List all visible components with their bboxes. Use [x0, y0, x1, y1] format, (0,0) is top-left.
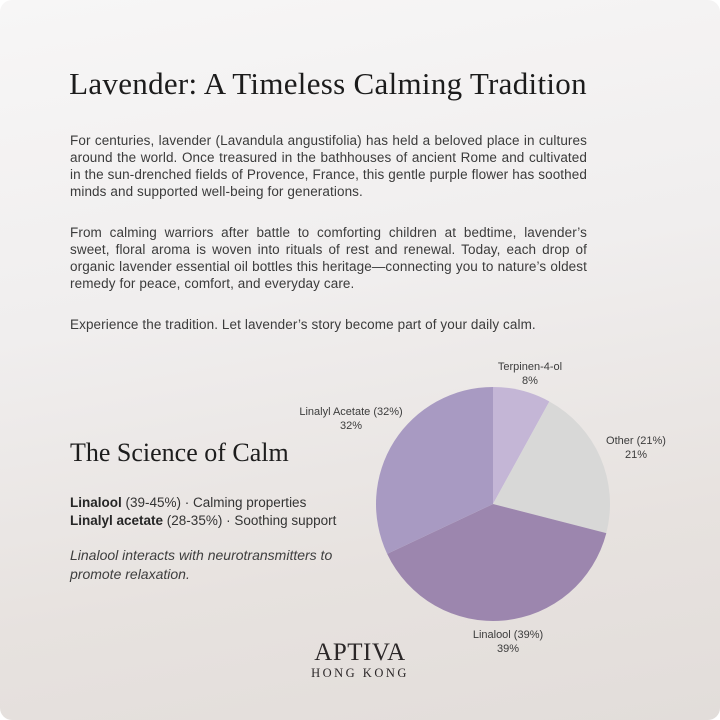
pie-label-terpinen-4-ol [440, 361, 620, 388]
brand-name: APTIVA [314, 639, 406, 666]
pie-label-linalyl-acetate-value: 32% [339, 419, 363, 432]
intro-paragraph-1: For centuries, lavender (Lavandula angustifolia) has held a beloved place in cultures around the world. Once treasured in the bathhouses of ancient Rome and cultivated in the sun-drenched fields of Provence, France, this gentle purple flower has soothed minds and supported well-being for generations. [70, 133, 587, 199]
fact-linalool-name: Linalool [70, 495, 122, 510]
pie-label-linalyl-acetate-name: Linalyl Acetate (32%) [299, 406, 403, 418]
science-facts [70, 494, 390, 529]
science-note: Linalool interacts with neurotransmitters to promote relaxation. [70, 547, 333, 582]
fact-linalool-detail: (39-45%) · Calming properties [121, 495, 307, 510]
fact-linalool [70, 494, 390, 512]
science-heading: The Science of Calm [70, 438, 289, 467]
intro-paragraph-3: Experience the tradition. Let lavender’s story become part of your daily calm. [70, 317, 536, 332]
pie-label-linalool-value: 39% [496, 642, 520, 655]
pie-label-other-name: Other (21%) [606, 435, 666, 447]
pie-label-linalool-name: Linalool (39%) [472, 629, 544, 641]
fact-linalyl-acetate [70, 512, 390, 530]
science-section [70, 440, 390, 584]
pie-label-other-value: 21% [624, 448, 648, 461]
page-title: Lavender: A Timeless Calming Tradition [69, 66, 587, 101]
pie-label-terpinen-4-ol-value: 8% [522, 374, 538, 387]
pie-label-terpinen-4-ol-name: Terpinen-4-ol [497, 361, 563, 373]
pie-label-other [546, 435, 720, 462]
brand-logo [0, 640, 720, 680]
fact-linalyl-acetate-detail: (28-35%) · Soothing support [163, 512, 337, 528]
pie-label-linalyl-acetate [261, 406, 441, 433]
intro-paragraph-2: From calming warriors after battle to comforting children at bedtime, lavender’s sweet, floral aroma is woven into rituals of rest and renewal. Today, each drop of organic lavender essential oil bottles this heritage—connecting you to nature’s oldest remedy for peace, comfort, and everyday care. [70, 225, 587, 291]
fact-linalyl-acetate-name: Linalyl acetate [70, 512, 164, 528]
intro-section [70, 132, 587, 333]
brand-location: HONG KONG [311, 666, 409, 680]
